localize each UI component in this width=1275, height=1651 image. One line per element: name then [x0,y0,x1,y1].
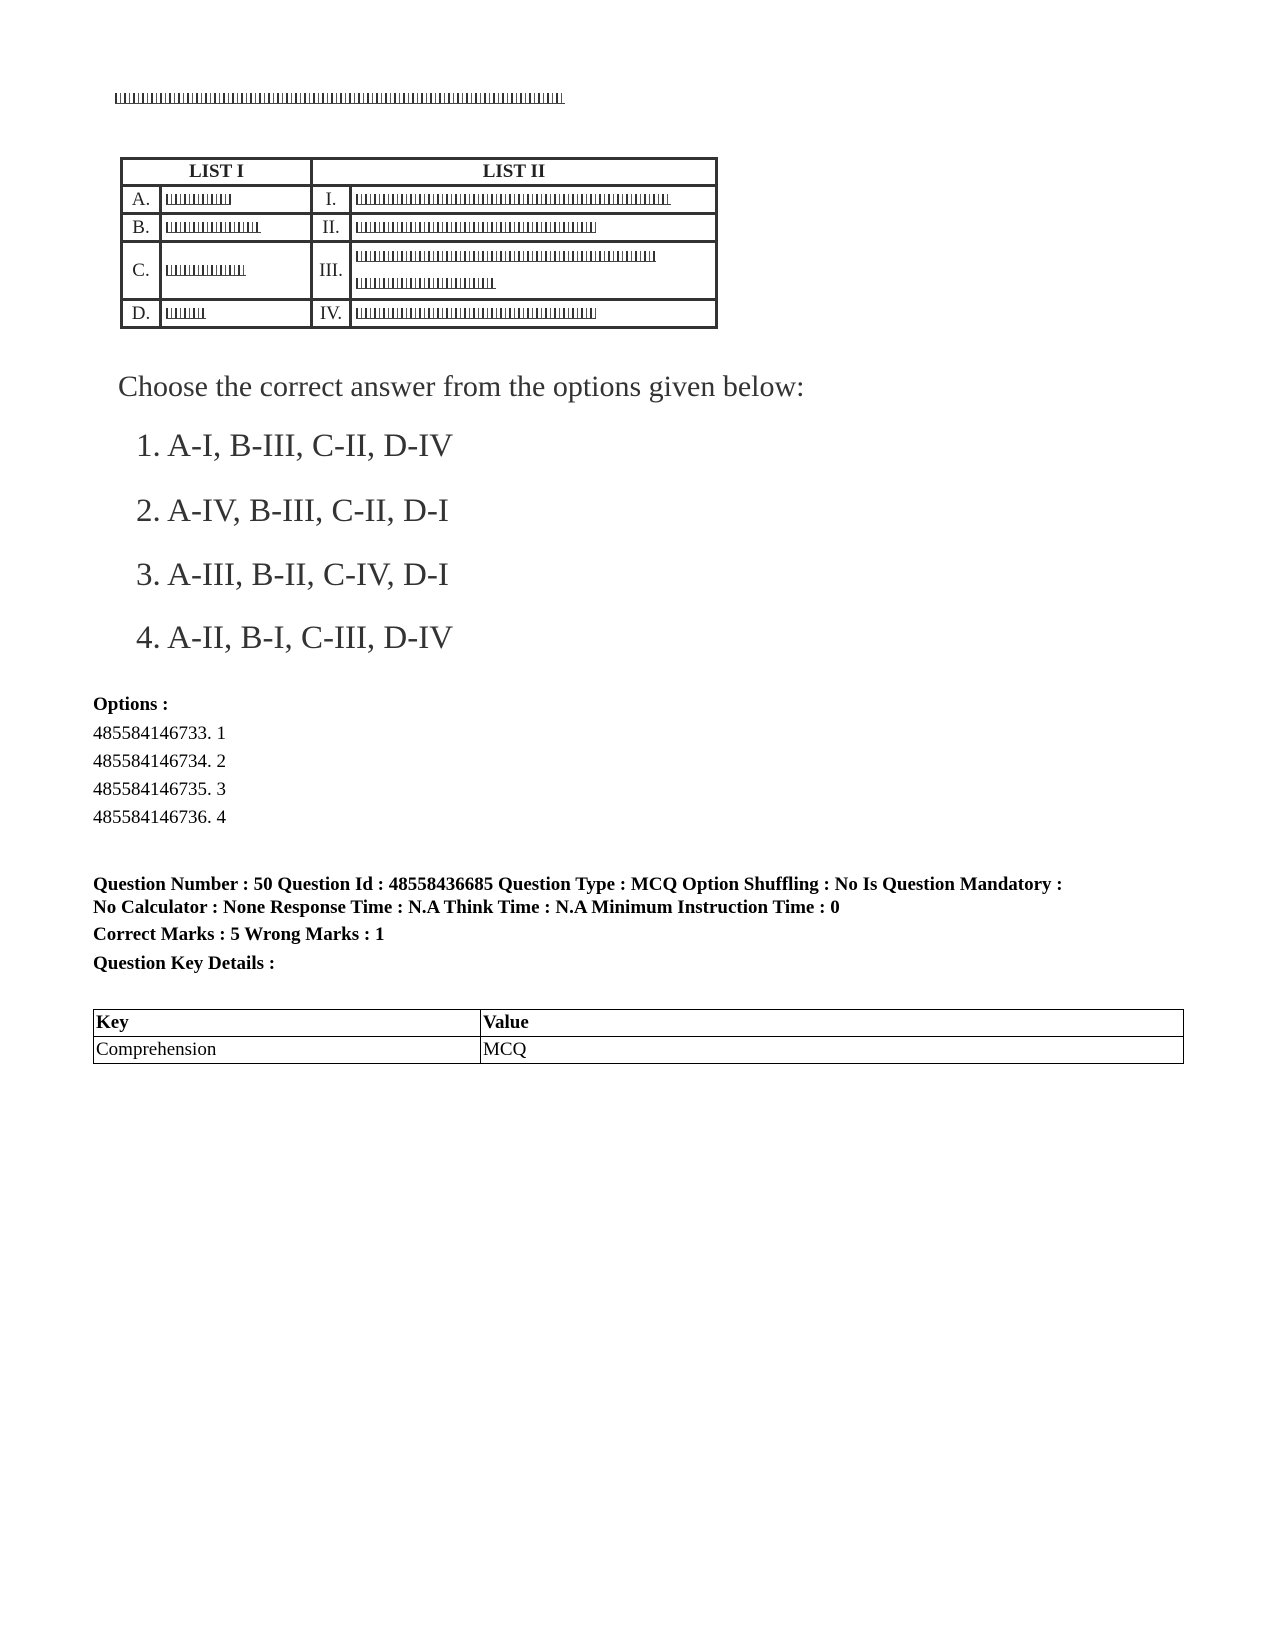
tibetan-text-image [161,242,312,300]
row-label: D. [122,300,161,328]
options-heading: Options : [93,694,169,715]
tibetan-text-image [161,300,312,328]
choice-3: 3. A-III, B-II, C-IV, D-I [136,557,449,593]
choice-2: 2. A-IV, B-III, C-II, D-I [136,493,449,529]
table-header-row [94,1010,1184,1037]
table-row [122,242,717,300]
tibetan-text-image [351,242,717,300]
key-cell: Comprehension [94,1037,481,1064]
table-row [122,300,717,328]
table-row [122,214,717,242]
table-row [122,186,717,214]
option-item: 485584146735. 3 [93,779,226,800]
value-cell: MCQ [481,1037,1184,1064]
key-details-table [93,1009,1184,1064]
tibetan-text-image [161,186,312,214]
tibetan-text-image [351,186,717,214]
row-label: A. [122,186,161,214]
tibetan-instruction-image [115,78,915,118]
key-header: Key [94,1010,481,1037]
question-meta-line-2: No Calculator : None Response Time : N.A Think Time : N.A Minimum Instruction Time : 0 [93,897,840,918]
option-item: 485584146736. 4 [93,807,226,828]
tibetan-text-image [351,300,717,328]
marks-line: Correct Marks : 5 Wrong Marks : 1 [93,924,385,945]
row-roman: I. [312,186,351,214]
tibetan-text-image [351,214,717,242]
row-roman: III. [312,242,351,300]
row-label: B. [122,214,161,242]
question-image [115,78,915,118]
key-details-heading: Question Key Details : [93,953,276,974]
choice-1: 1. A-I, B-III, C-II, D-IV [136,428,454,464]
row-roman: II. [312,214,351,242]
question-stem: Choose the correct answer from the options given below: [118,370,805,403]
list-1-header: LIST I [122,159,312,186]
value-header: Value [481,1010,1184,1037]
question-meta-line-1: Question Number : 50 Question Id : 48558436685 Question Type : MCQ Option Shuffling : No Is Question Mandatory : [93,874,1063,895]
match-list-table [120,157,718,329]
list-2-header: LIST II [312,159,717,186]
table-row [94,1037,1184,1064]
row-roman: IV. [312,300,351,328]
choice-4: 4. A-II, B-I, C-III, D-IV [136,620,454,656]
tibetan-text-image [161,214,312,242]
row-label: C. [122,242,161,300]
option-item: 485584146733. 1 [93,723,226,744]
option-item: 485584146734. 2 [93,751,226,772]
